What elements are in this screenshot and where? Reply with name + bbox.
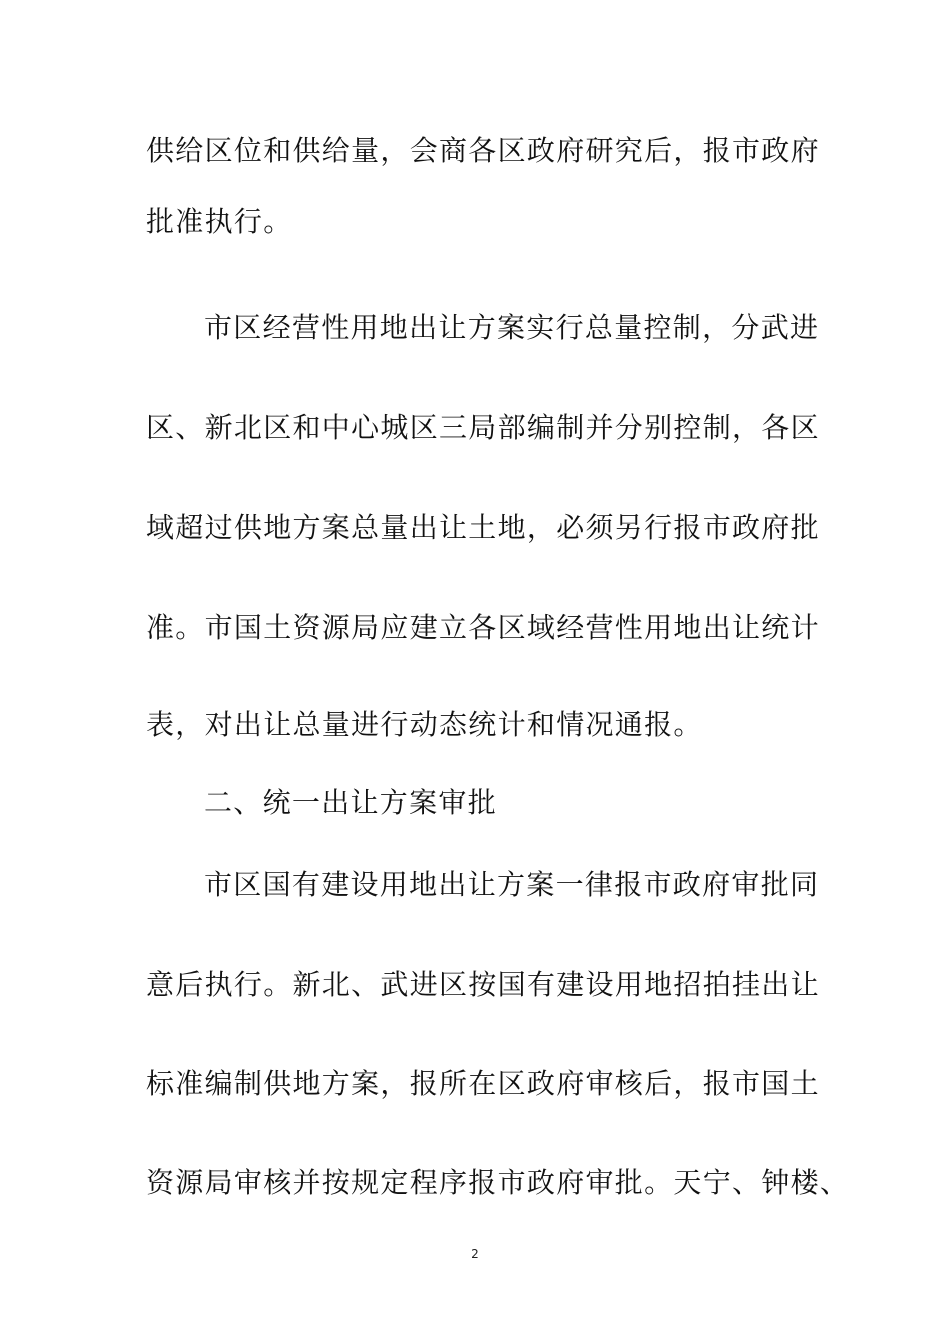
paragraph-start-line: 市区经营性用地出让方案实行总量控制，分武进 <box>204 311 820 344</box>
text-line: 批准执行。 <box>146 205 293 238</box>
paragraph-start-line: 市区国有建设用地出让方案一律报市政府审批同 <box>204 868 820 901</box>
page-number: 2 <box>471 1247 479 1261</box>
section-heading: 二、统一出让方案审批 <box>204 786 498 819</box>
text-line: 供给区位和供给量，会商各区政府研究后，报市政府 <box>146 134 820 167</box>
text-line: 资源局审核并按规定程序报市政府审批。天宁、钟楼、 <box>146 1166 850 1199</box>
text-line: 区、新北区和中心城区三局部编制并分别控制，各区 <box>146 411 820 444</box>
text-line: 表，对出让总量进行动态统计和情况通报。 <box>146 708 703 741</box>
text-line: 准。市国土资源局应建立各区域经营性用地出让统计 <box>146 611 820 644</box>
text-line: 意后执行。新北、武进区按国有建设用地招拍挂出让 <box>146 968 820 1001</box>
text-line: 标准编制供地方案，报所在区政府审核后，报市国土 <box>146 1067 820 1100</box>
text-line: 域超过供地方案总量出让土地，必须另行报市政府批 <box>146 511 820 544</box>
